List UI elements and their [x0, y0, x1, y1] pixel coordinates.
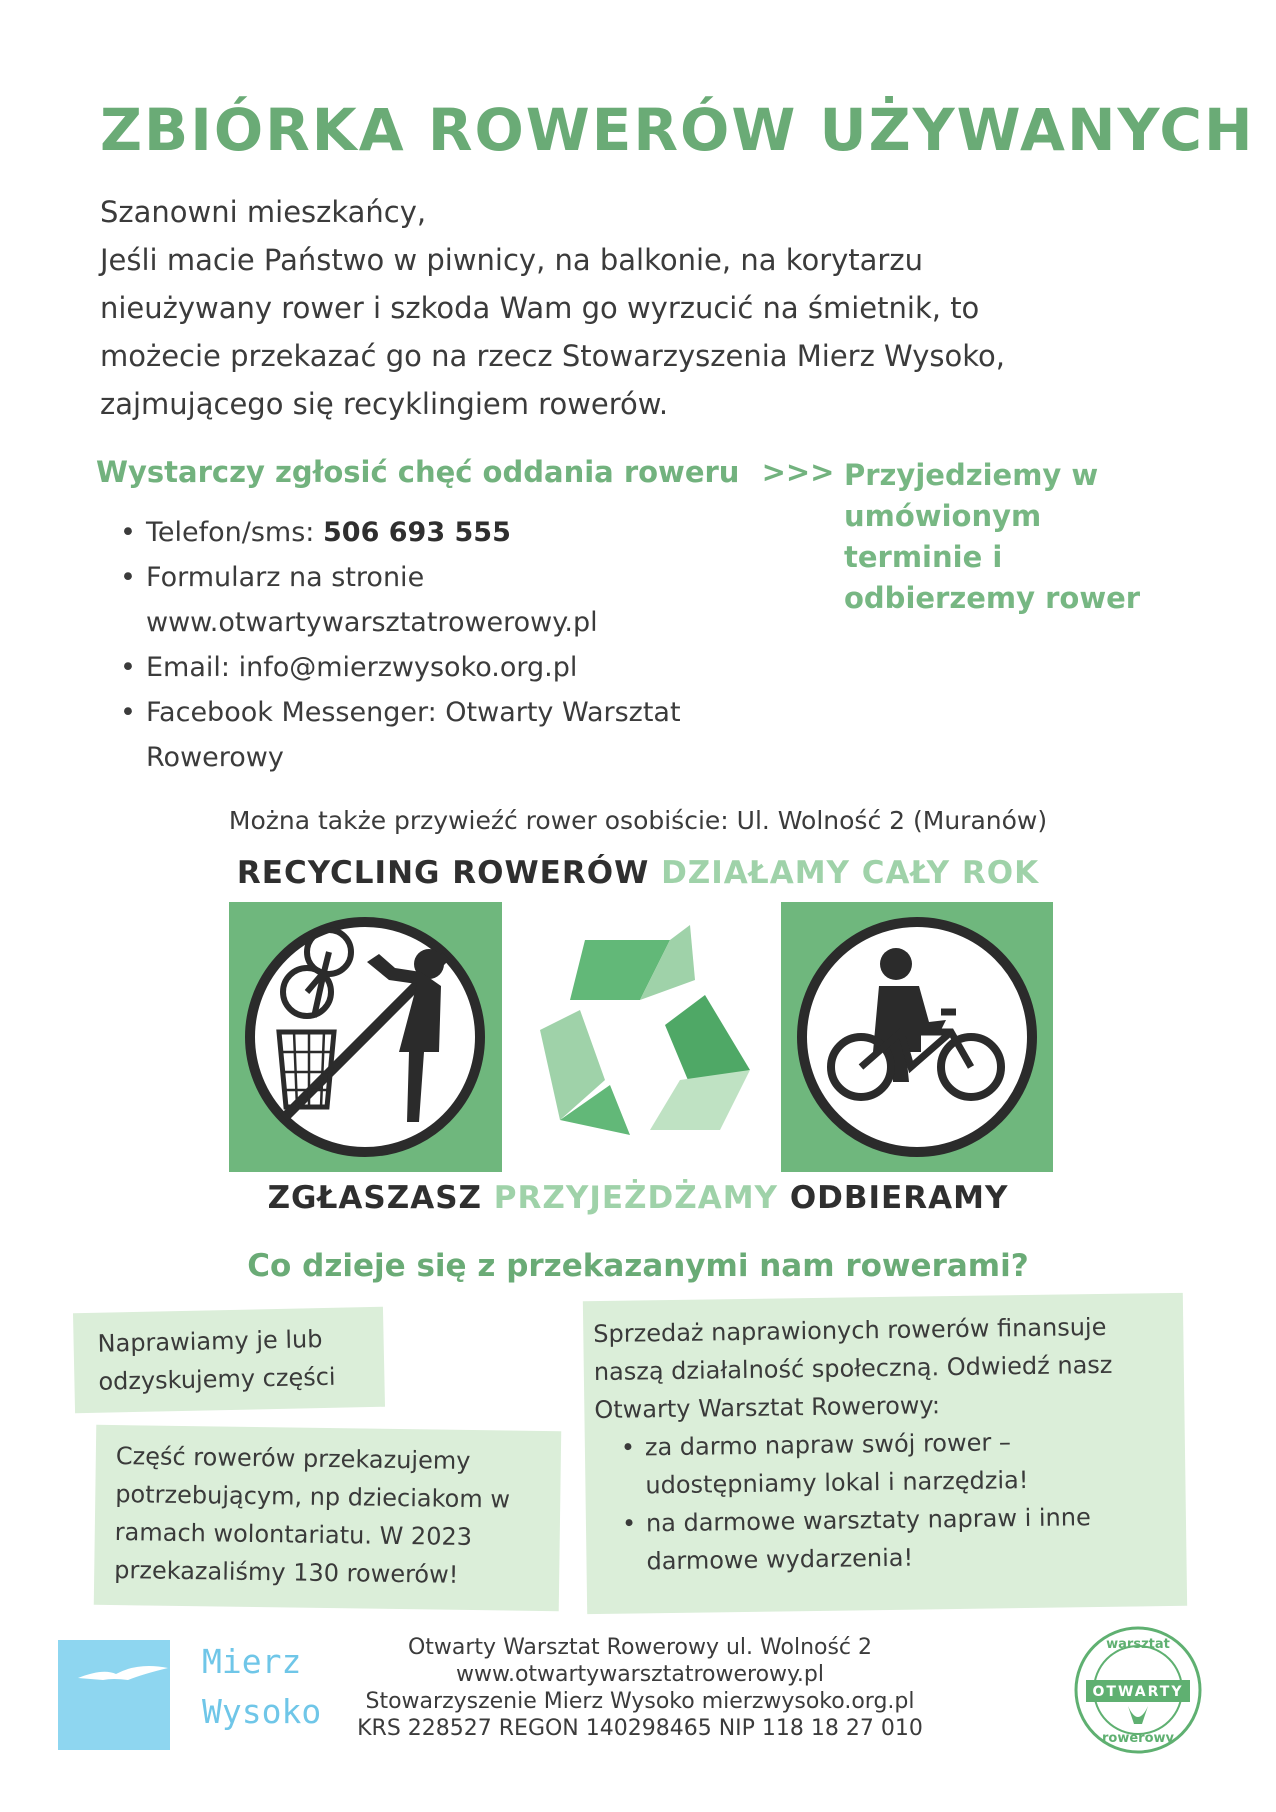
- footer-info: [300, 1634, 980, 1742]
- intro-line: możecie przekazać go na rzecz Stowarzyszenia Mierz Wysoko,: [100, 339, 1005, 373]
- intro-text: [100, 188, 1200, 428]
- badge-top-text: warsztat: [1106, 1637, 1170, 1652]
- sale-box: [583, 1293, 1187, 1614]
- bike-in-trash-prohibited-icon: [229, 902, 502, 1172]
- donate-line: potrzebującym, np dzieciakom w: [115, 1480, 511, 1514]
- repair-box: [73, 1307, 385, 1413]
- page-title: ZBIÓRKA ROWERÓW UŻYWANYCH: [100, 96, 1255, 164]
- recycle-arrows-icon: [520, 920, 760, 1160]
- footer-line: Otwarty Warsztat Rowerowy ul. Wolność 2: [407, 1635, 873, 1660]
- logo-text-wysoko: Wysoko: [202, 1692, 322, 1731]
- sale-bullets: [595, 1421, 1187, 1581]
- repair-line: Naprawiamy je lub: [97, 1325, 323, 1358]
- badge-bottom-text: rowerowy: [1102, 1731, 1174, 1746]
- donate-line: ramach wolontariatu. W 2023: [114, 1518, 473, 1552]
- footer-line: KRS 228527 REGON 140298465 NIP 118 18 27 010: [357, 1716, 923, 1741]
- sale-bullet-line: za darmo napraw swój rower –: [644, 1428, 1012, 1462]
- contact-messenger[interactable]: • Facebook Messenger: Otwarty Warsztat Rowerowy: [120, 690, 706, 780]
- cta-arrows: >>>: [761, 455, 835, 489]
- sale-line: naszą działalność społeczną. Odwiedź nasz: [593, 1350, 1113, 1387]
- cta-text: Wystarczy zgłosić chęć oddania roweru: [96, 455, 740, 489]
- step-collect: ODBIERAMY: [789, 1180, 1009, 1216]
- step-arrive: PRZYJEŻDŻAMY: [493, 1180, 779, 1216]
- footer-line: Stowarzyszenie Mierz Wysoko mierzwysoko.org.pl: [365, 1689, 915, 1714]
- step-report: ZGŁASZASZ: [267, 1180, 482, 1216]
- cta-heading: [96, 455, 834, 489]
- sale-bullet: [596, 1497, 1187, 1581]
- pickup-promise: Przyjedziemy w umówionym terminie i odbierzemy rower: [844, 458, 1141, 615]
- sale-line: Sprzedaż naprawionych rowerów finansuje: [593, 1312, 1107, 1349]
- recycling-heading-light: DZIAŁAMY CAŁY ROK: [661, 855, 1040, 891]
- sale-line: Otwarty Warsztat Rowerowy:: [594, 1391, 941, 1425]
- contact-list: [120, 510, 820, 780]
- logo-text-mierz: Mierz: [202, 1642, 302, 1681]
- contact-email[interactable]: • Email: info@mierzwysoko.org.pl: [120, 645, 820, 690]
- mierz-wysoko-logo: [58, 1640, 178, 1750]
- otwarty-warsztat-badge: [1072, 1624, 1204, 1756]
- personal-dropoff: Można także przywieźć rower osobiście: Ul. Wolność 2 (Muranów): [228, 806, 1048, 835]
- contact-phone: [120, 510, 820, 555]
- form-label: Formularz na stronie: [146, 562, 425, 593]
- sale-bullet-line: udostępniamy lokal i narzędzia!: [645, 1466, 1029, 1500]
- recycling-heading-dark: RECYCLING ROWERÓW: [236, 855, 650, 891]
- phone-number[interactable]: 506 693 555: [323, 517, 511, 548]
- intro-line: nieużywany rower i szkoda Wam go wyrzucić na śmietnik, to: [100, 291, 980, 325]
- intro-line: zajmującego się recyklingiem rowerów.: [100, 387, 669, 421]
- recycling-heading: [0, 855, 1276, 891]
- contact-form: [120, 555, 820, 645]
- intro-line: Szanowni mieszkańcy,: [100, 195, 427, 229]
- donate-line: przekazaliśmy 130 rowerów!: [114, 1556, 459, 1589]
- footer-line[interactable]: www.otwartywarsztatrowerowy.pl: [456, 1662, 824, 1687]
- steps-heading: [0, 1180, 1276, 1216]
- form-url[interactable]: www.otwartywarsztatrowerowy.pl: [146, 607, 598, 638]
- donate-box: [94, 1425, 561, 1611]
- sale-bullet: [595, 1421, 1186, 1505]
- badge-mid-text: OTWARTY: [1092, 1684, 1184, 1700]
- donate-line: Część rowerów przekazujemy: [115, 1442, 471, 1475]
- repair-line: odzyskujemy części: [98, 1362, 336, 1396]
- sale-bullet-line: na darmowe warsztaty napraw i inne: [645, 1503, 1091, 1538]
- question-heading: Co dzieje się z przekazanymi nam rowerami?: [247, 1248, 1029, 1284]
- person-with-bike-icon: [781, 902, 1053, 1172]
- intro-line: Jeśli macie Państwo w piwnicy, na balkonie, na korytarzu: [100, 243, 923, 277]
- phone-label: Telefon/sms:: [146, 517, 315, 548]
- sale-bullet-line: darmowe wydarzenia!: [646, 1543, 914, 1576]
